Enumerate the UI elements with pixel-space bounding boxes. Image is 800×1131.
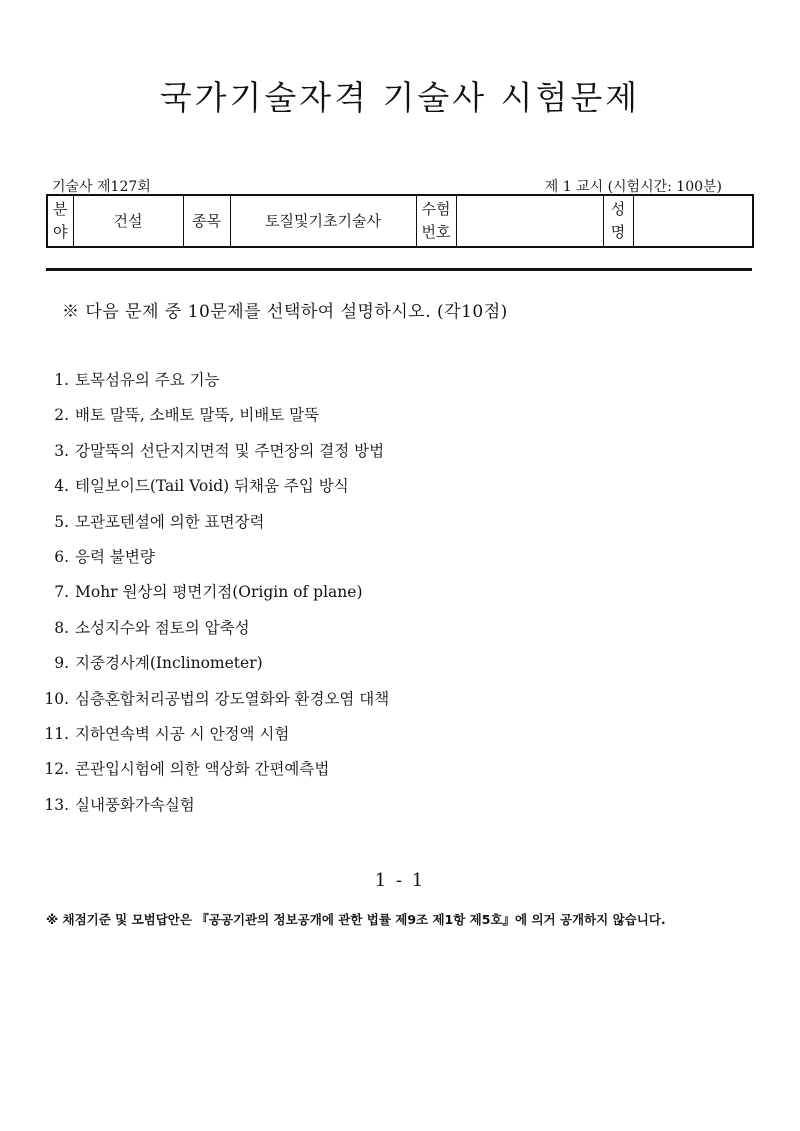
question-text: 토목섬유의 주요 기능: [75, 371, 220, 389]
name-label-line-1: 성: [610, 200, 626, 218]
name-label: [603, 195, 633, 247]
question-item: [44, 580, 389, 615]
question-item: [44, 651, 389, 686]
question-number: 12.: [44, 760, 69, 779]
question-text: 배토 말뚝, 소배토 말뚝, 비배토 말뚝: [75, 406, 320, 425]
exam-number-label-line-2: 번호: [421, 223, 451, 241]
question-number: 10.: [44, 689, 69, 708]
question-text: 응력 불변량: [75, 547, 155, 566]
question-text: 심층혼합처리공법의 강도열화와 환경오염 대책: [75, 689, 390, 708]
name-field[interactable]: [633, 195, 753, 247]
question-text: 지하연속벽 시공 시 안정액 시험: [75, 724, 290, 743]
question-number: 13.: [44, 795, 69, 814]
question-item: [44, 403, 389, 438]
question-number: 9.: [54, 654, 69, 673]
question-number: 3.: [54, 441, 69, 460]
field-label-line-2: 야: [53, 223, 68, 241]
page-title: 국가기술자격 기술사 시험문제: [159, 78, 641, 117]
category-label: 종목: [183, 195, 230, 247]
field-label: [47, 195, 73, 247]
question-item: [44, 510, 389, 545]
exam-round: 기술사 제127회: [52, 179, 151, 195]
page-number: 1 - 1: [374, 870, 426, 891]
question-number: 7.: [54, 583, 69, 602]
exam-number-label-line-1: 수험: [421, 200, 451, 218]
name-label-line-2: 명: [610, 223, 626, 241]
question-item: [44, 687, 389, 722]
question-number: 8.: [54, 618, 69, 637]
question-number: 11.: [44, 724, 69, 743]
exam-number-field[interactable]: [456, 195, 603, 247]
question-item: [44, 722, 389, 757]
question-item: [44, 439, 389, 474]
question-item: [44, 474, 389, 509]
session-info: 제 1 교시 (시험시간: 100분): [544, 179, 722, 195]
question-text: 실내풍화가속실험: [75, 795, 195, 814]
question-number: 4.: [54, 477, 69, 496]
footer-note: ※ 채점기준 및 모범답안은 『공공기관의 정보공개에 관한 법률 제9조 제1항 제5호』에 의거 공개하지 않습니다.: [46, 912, 666, 927]
question-item: [44, 616, 389, 651]
question-list: [44, 368, 389, 828]
question-number: 5.: [54, 512, 69, 531]
question-item: [44, 545, 389, 580]
question-text: 강말뚝의 선단지지면적 및 주면장의 결정 방법: [75, 441, 385, 460]
field-value: 건설: [73, 195, 183, 247]
question-text: 모관포텐셜에 의한 표면장력: [75, 512, 265, 531]
question-text: 콘관입시험에 의한 액상화 간편예측법: [75, 760, 330, 779]
instruction-text: ※ 다음 문제 중 10문제를 선택하여 설명하시오. (각10점): [62, 302, 508, 322]
question-number: 6.: [54, 547, 69, 566]
section-divider: [46, 268, 752, 271]
question-item: [44, 368, 389, 403]
question-text: 소성지수와 점토의 압축성: [75, 618, 250, 637]
question-text: 지중경사계(Inclinometer): [75, 654, 263, 673]
question-item: [44, 793, 389, 828]
exam-info-table: [46, 194, 754, 248]
question-item: [44, 757, 389, 792]
question-number: 2.: [54, 406, 69, 425]
question-text: 테일보이드(Tail Void) 뒤채움 주입 방식: [75, 477, 349, 496]
category-value: 토질및기초기술사: [230, 195, 416, 247]
question-number: 1.: [54, 371, 69, 389]
exam-number-label: [416, 195, 456, 247]
field-label-line-1: 분: [53, 200, 68, 218]
question-text: Mohr 원상의 평면기점(Origin of plane): [75, 583, 363, 602]
